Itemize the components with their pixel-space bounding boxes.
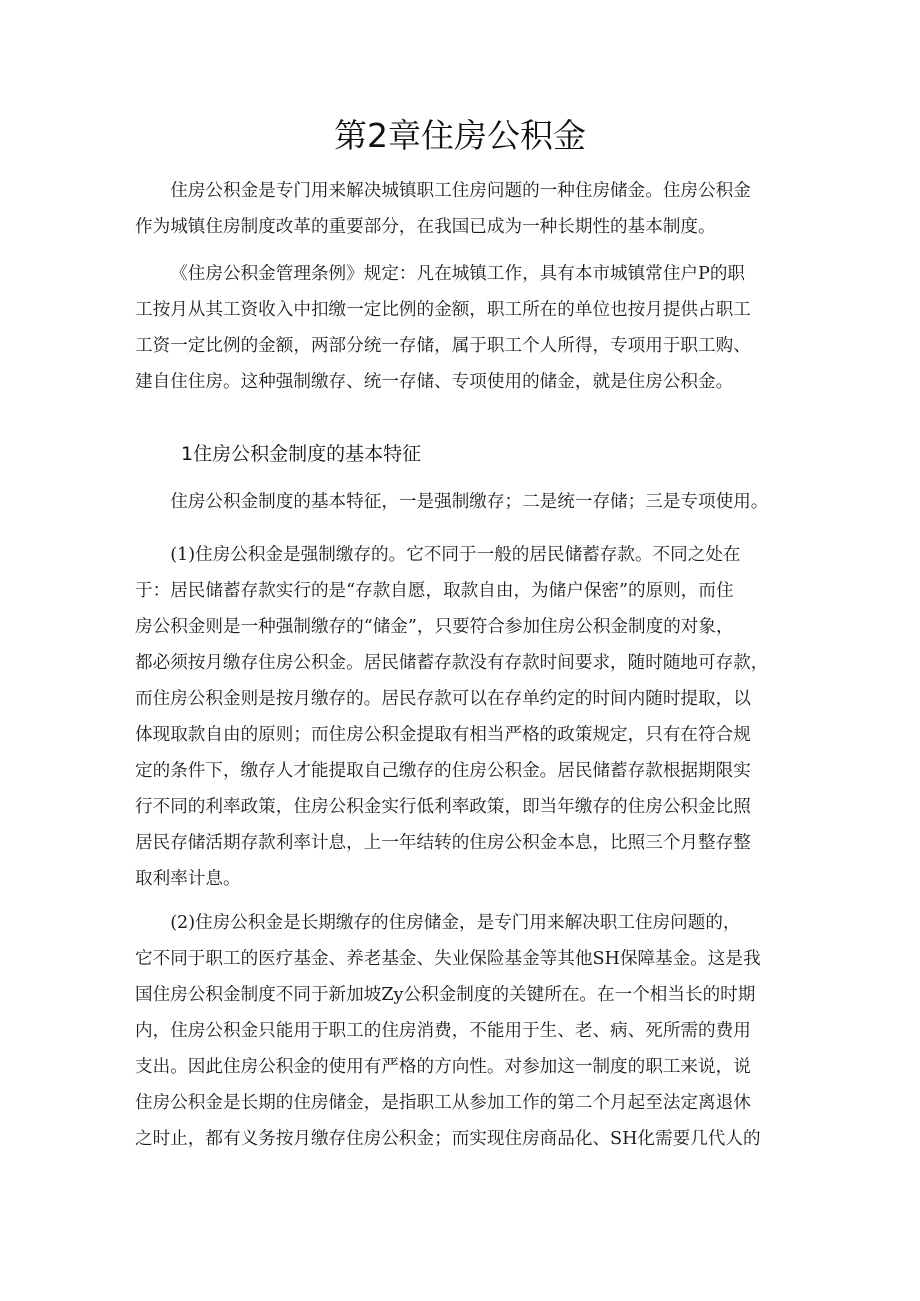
paragraph-line: 都必须按月缴存住房公积金。居民储蓄存款没有存款时间要求，随时随地可存款， <box>135 653 769 673</box>
feature-paragraph-2 <box>135 905 785 1157</box>
section-heading: 1住房公积金制度的基本特征 <box>181 443 422 465</box>
paragraph-line: 建自住住房。这种强制缴存、统一存储、专项使用的储金，就是住房公积金。 <box>135 372 734 392</box>
feature-paragraph-1 <box>135 537 785 897</box>
paragraph-line: 住房公积金是长期的住房储金，是指职工从参加工作的第二个月起至法定离退休 <box>135 1093 751 1113</box>
paragraph-line: 住房公积金制度的基本特征，一是强制缴存；二是统一存储；三是专项使用。 <box>170 492 769 512</box>
paragraph-line: (1)住房公积金是强制缴存的。它不同于一般的居民储蓄存款。不同之处在 <box>170 545 741 565</box>
chapter-title: 第2章住房公积金 <box>334 116 586 155</box>
paragraph-line: 国住房公积金制度不同于新加坡Zy公积金制度的关键所在。在一个相当长的时期 <box>135 985 756 1005</box>
intro-paragraph-1 <box>135 173 785 245</box>
paragraph-line: 工资一定比例的金额，两部分统一存储，属于职工个人所得，专项用于职工购、 <box>135 336 751 356</box>
paragraph-line: 作为城镇住房制度改革的重要部分，在我国已成为一种长期性的基本制度。 <box>135 217 716 237</box>
intro-paragraph-2 <box>135 256 785 400</box>
paragraph-line: (2)住房公积金是长期缴存的住房储金，是专门用来解决职工住房问题的， <box>170 913 741 933</box>
paragraph-line: 支出。因此住房公积金的使用有严格的方向性。对参加这一制度的职工来说，说 <box>135 1057 751 1077</box>
paragraph-line: 居民存储活期存款利率计息，上一年结转的住房公积金本息，比照三个月整存整 <box>135 833 751 853</box>
paragraph-line: 于：居民储蓄存款实行的是“存款自愿，取款自由，为储户保密”的原则，而住 <box>135 581 734 601</box>
paragraph-line: 行不同的利率政策，住房公积金实行低利率政策，即当年缴存的住房公积金比照 <box>135 797 751 817</box>
paragraph-line: 之时止，都有义务按月缴存住房公积金；而实现住房商品化、SH化需要几代人的 <box>135 1129 761 1149</box>
paragraph-line: 体现取款自由的原则；而住房公积金提取有相当严格的政策规定，只有在符合规 <box>135 725 751 745</box>
paragraph-line: 工按月从其工资收入中扣缴一定比例的金额，职工所在的单位也按月提供占职工 <box>135 300 751 320</box>
paragraph-line: 定的条件下，缴存人才能提取自己缴存的住房公积金。居民储蓄存款根据期限实 <box>135 761 751 781</box>
paragraph-line: 而住房公积金则是按月缴存的。居民存款可以在存单约定的时间内随时提取，以 <box>135 689 751 709</box>
section-intro-paragraph <box>135 484 785 520</box>
paragraph-line: 内，住房公积金只能用于职工的住房消费，不能用于生、老、病、死所需的费用 <box>135 1021 751 1041</box>
paragraph-line: 住房公积金是专门用来解决城镇职工住房问题的一种住房储金。住房公积金 <box>170 181 751 201</box>
paragraph-line: 它不同于职工的医疗基金、养老基金、失业保险基金等其他SH保障基金。这是我 <box>135 949 761 969</box>
paragraph-line: 房公积金则是一种强制缴存的“储金”，只要符合参加住房公积金制度的对象， <box>135 617 734 637</box>
paragraph-line: 《住房公积金管理条例》规定：凡在城镇工作，具有本市城镇常住户P的职 <box>170 264 746 284</box>
paragraph-line: 取利率计息。 <box>135 869 241 889</box>
